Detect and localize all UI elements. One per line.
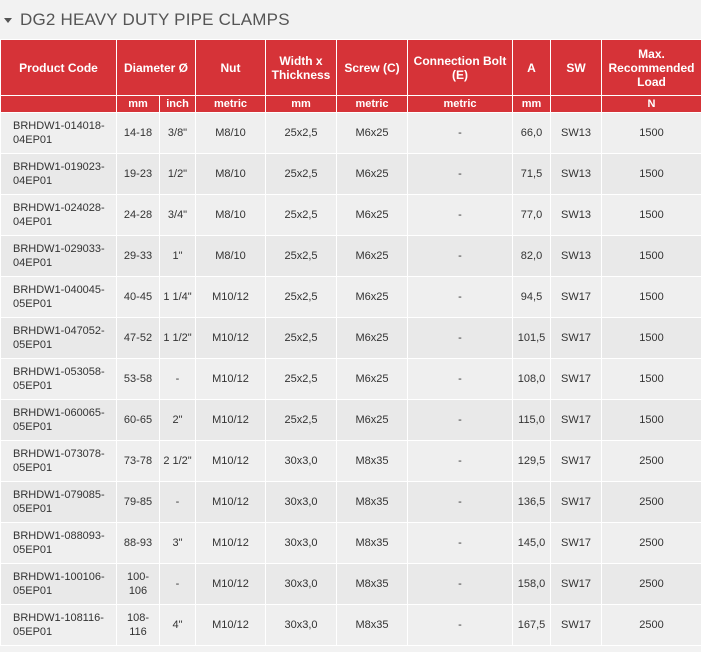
- cell-sw: SW17: [551, 400, 602, 441]
- cell-sw: SW17: [551, 359, 602, 400]
- cell-connection-bolt: -: [408, 318, 513, 359]
- table-row: [1, 195, 701, 236]
- cell-connection-bolt: -: [408, 482, 513, 523]
- cell-a: 77,0: [513, 195, 551, 236]
- table-row: [1, 277, 701, 318]
- cell-width-thickness: 25x2,5: [266, 154, 337, 195]
- unit-connection-bolt: metric: [408, 96, 513, 113]
- cell-max-load: 1500: [602, 236, 701, 277]
- cell-max-load: 1500: [602, 400, 701, 441]
- cell-screw: M6x25: [337, 359, 408, 400]
- header-width-thickness: Width x Thickness: [266, 40, 337, 96]
- cell-product-code: BRHDW1-079085-05EP01: [1, 482, 117, 523]
- cell-screw: M8x35: [337, 605, 408, 646]
- header-connection-bolt: Connection Bolt (E): [408, 40, 513, 96]
- cell-sw: SW13: [551, 113, 602, 154]
- unit-nut: metric: [196, 96, 266, 113]
- section-header[interactable]: [0, 0, 701, 39]
- header-row: [1, 40, 701, 96]
- cell-nut: M10/12: [196, 318, 266, 359]
- cell-diameter-inch: -: [160, 482, 196, 523]
- cell-screw: M6x25: [337, 195, 408, 236]
- table-row: [1, 564, 701, 605]
- cell-sw: SW13: [551, 195, 602, 236]
- cell-product-code: BRHDW1-088093-05EP01: [1, 523, 117, 564]
- cell-max-load: 1500: [602, 195, 701, 236]
- cell-diameter-mm: 19-23: [117, 154, 160, 195]
- cell-nut: M10/12: [196, 523, 266, 564]
- cell-a: 158,0: [513, 564, 551, 605]
- unit-max-load: N: [602, 96, 701, 113]
- cell-diameter-mm: 14-18: [117, 113, 160, 154]
- cell-a: 136,5: [513, 482, 551, 523]
- table-row: [1, 113, 701, 154]
- cell-screw: M8x35: [337, 482, 408, 523]
- cell-diameter-inch: -: [160, 359, 196, 400]
- unit-diameter-mm: mm: [117, 96, 160, 113]
- cell-width-thickness: 30x3,0: [266, 523, 337, 564]
- unit-a: mm: [513, 96, 551, 113]
- cell-screw: M8x35: [337, 441, 408, 482]
- cell-product-code: BRHDW1-047052-05EP01: [1, 318, 117, 359]
- cell-width-thickness: 25x2,5: [266, 318, 337, 359]
- cell-diameter-inch: 1/2": [160, 154, 196, 195]
- cell-screw: M8x35: [337, 564, 408, 605]
- cell-sw: SW17: [551, 277, 602, 318]
- units-row: [1, 96, 701, 113]
- table-row: [1, 441, 701, 482]
- cell-max-load: 1500: [602, 359, 701, 400]
- cell-screw: M6x25: [337, 277, 408, 318]
- cell-diameter-mm: 47-52: [117, 318, 160, 359]
- cell-diameter-mm: 29-33: [117, 236, 160, 277]
- section-title: DG2 HEAVY DUTY PIPE CLAMPS: [20, 9, 290, 29]
- cell-max-load: 2500: [602, 605, 701, 646]
- unit-width-thickness: mm: [266, 96, 337, 113]
- cell-nut: M10/12: [196, 605, 266, 646]
- cell-a: 129,5: [513, 441, 551, 482]
- cell-screw: M6x25: [337, 113, 408, 154]
- cell-diameter-inch: 1 1/2": [160, 318, 196, 359]
- cell-max-load: 1500: [602, 318, 701, 359]
- cell-diameter-inch: -: [160, 564, 196, 605]
- cell-nut: M10/12: [196, 564, 266, 605]
- cell-max-load: 2500: [602, 441, 701, 482]
- table-row: [1, 154, 701, 195]
- cell-sw: SW13: [551, 154, 602, 195]
- cell-diameter-mm: 88-93: [117, 523, 160, 564]
- cell-sw: SW17: [551, 441, 602, 482]
- cell-nut: M10/12: [196, 482, 266, 523]
- cell-max-load: 1500: [602, 113, 701, 154]
- table-row: [1, 400, 701, 441]
- cell-diameter-mm: 100-106: [117, 564, 160, 605]
- cell-product-code: BRHDW1-060065-05EP01: [1, 400, 117, 441]
- cell-connection-bolt: -: [408, 523, 513, 564]
- cell-screw: M6x25: [337, 400, 408, 441]
- cell-connection-bolt: -: [408, 564, 513, 605]
- cell-width-thickness: 30x3,0: [266, 605, 337, 646]
- header-screw: Screw (C): [337, 40, 408, 96]
- header-diameter: Diameter Ø: [117, 40, 196, 96]
- header-product-code: Product Code: [1, 40, 117, 96]
- cell-a: 115,0: [513, 400, 551, 441]
- cell-width-thickness: 30x3,0: [266, 441, 337, 482]
- table-row: [1, 523, 701, 564]
- cell-sw: SW17: [551, 564, 602, 605]
- cell-screw: M6x25: [337, 154, 408, 195]
- cell-nut: M8/10: [196, 113, 266, 154]
- unit-screw: metric: [337, 96, 408, 113]
- cell-diameter-inch: 2": [160, 400, 196, 441]
- cell-max-load: 1500: [602, 277, 701, 318]
- cell-connection-bolt: -: [408, 400, 513, 441]
- cell-width-thickness: 25x2,5: [266, 236, 337, 277]
- table-row: [1, 318, 701, 359]
- cell-a: 145,0: [513, 523, 551, 564]
- cell-width-thickness: 25x2,5: [266, 113, 337, 154]
- cell-diameter-inch: 3/8": [160, 113, 196, 154]
- cell-diameter-mm: 73-78: [117, 441, 160, 482]
- cell-diameter-inch: 2 1/2": [160, 441, 196, 482]
- cell-a: 82,0: [513, 236, 551, 277]
- table-row: [1, 359, 701, 400]
- cell-width-thickness: 25x2,5: [266, 277, 337, 318]
- header-a: A: [513, 40, 551, 96]
- product-table: [0, 39, 701, 646]
- cell-sw: SW17: [551, 482, 602, 523]
- unit-product-code: [1, 96, 117, 113]
- cell-diameter-inch: 3/4": [160, 195, 196, 236]
- cell-diameter-mm: 24-28: [117, 195, 160, 236]
- cell-connection-bolt: -: [408, 154, 513, 195]
- cell-screw: M6x25: [337, 236, 408, 277]
- cell-connection-bolt: -: [408, 359, 513, 400]
- caret-down-icon[interactable]: [4, 18, 12, 23]
- cell-connection-bolt: -: [408, 277, 513, 318]
- cell-nut: M10/12: [196, 400, 266, 441]
- cell-width-thickness: 25x2,5: [266, 359, 337, 400]
- cell-product-code: BRHDW1-100106-05EP01: [1, 564, 117, 605]
- cell-width-thickness: 25x2,5: [266, 195, 337, 236]
- cell-product-code: BRHDW1-029033-04EP01: [1, 236, 117, 277]
- header-max-load: Max. Recommended Load: [602, 40, 701, 96]
- cell-diameter-inch: 3": [160, 523, 196, 564]
- cell-max-load: 1500: [602, 154, 701, 195]
- cell-nut: M8/10: [196, 195, 266, 236]
- cell-nut: M10/12: [196, 277, 266, 318]
- cell-a: 101,5: [513, 318, 551, 359]
- cell-width-thickness: 25x2,5: [266, 400, 337, 441]
- cell-sw: SW13: [551, 236, 602, 277]
- cell-nut: M8/10: [196, 236, 266, 277]
- cell-connection-bolt: -: [408, 113, 513, 154]
- cell-sw: SW17: [551, 523, 602, 564]
- cell-diameter-mm: 40-45: [117, 277, 160, 318]
- unit-diameter-inch: inch: [160, 96, 196, 113]
- cell-screw: M6x25: [337, 318, 408, 359]
- cell-width-thickness: 30x3,0: [266, 564, 337, 605]
- cell-a: 94,5: [513, 277, 551, 318]
- cell-width-thickness: 30x3,0: [266, 482, 337, 523]
- cell-sw: SW17: [551, 318, 602, 359]
- header-sw: SW: [551, 40, 602, 96]
- header-nut: Nut: [196, 40, 266, 96]
- cell-connection-bolt: -: [408, 195, 513, 236]
- cell-max-load: 2500: [602, 564, 701, 605]
- cell-product-code: BRHDW1-073078-05EP01: [1, 441, 117, 482]
- cell-diameter-inch: 4": [160, 605, 196, 646]
- cell-product-code: BRHDW1-040045-05EP01: [1, 277, 117, 318]
- cell-a: 66,0: [513, 113, 551, 154]
- cell-nut: M10/12: [196, 441, 266, 482]
- table-row: [1, 605, 701, 646]
- cell-diameter-mm: 53-58: [117, 359, 160, 400]
- cell-connection-bolt: -: [408, 441, 513, 482]
- cell-connection-bolt: -: [408, 236, 513, 277]
- cell-connection-bolt: -: [408, 605, 513, 646]
- table-row: [1, 482, 701, 523]
- cell-diameter-inch: 1 1/4": [160, 277, 196, 318]
- cell-product-code: BRHDW1-108116-05EP01: [1, 605, 117, 646]
- cell-sw: SW17: [551, 605, 602, 646]
- cell-diameter-mm: 108-116: [117, 605, 160, 646]
- cell-diameter-mm: 79-85: [117, 482, 160, 523]
- cell-a: 167,5: [513, 605, 551, 646]
- table-row: [1, 236, 701, 277]
- cell-nut: M10/12: [196, 359, 266, 400]
- cell-a: 71,5: [513, 154, 551, 195]
- cell-product-code: BRHDW1-053058-05EP01: [1, 359, 117, 400]
- cell-diameter-mm: 60-65: [117, 400, 160, 441]
- cell-screw: M8x35: [337, 523, 408, 564]
- cell-nut: M8/10: [196, 154, 266, 195]
- unit-sw: [551, 96, 602, 113]
- cell-product-code: BRHDW1-024028-04EP01: [1, 195, 117, 236]
- cell-product-code: BRHDW1-019023-04EP01: [1, 154, 117, 195]
- cell-a: 108,0: [513, 359, 551, 400]
- cell-product-code: BRHDW1-014018-04EP01: [1, 113, 117, 154]
- cell-diameter-inch: 1": [160, 236, 196, 277]
- cell-max-load: 2500: [602, 523, 701, 564]
- cell-max-load: 2500: [602, 482, 701, 523]
